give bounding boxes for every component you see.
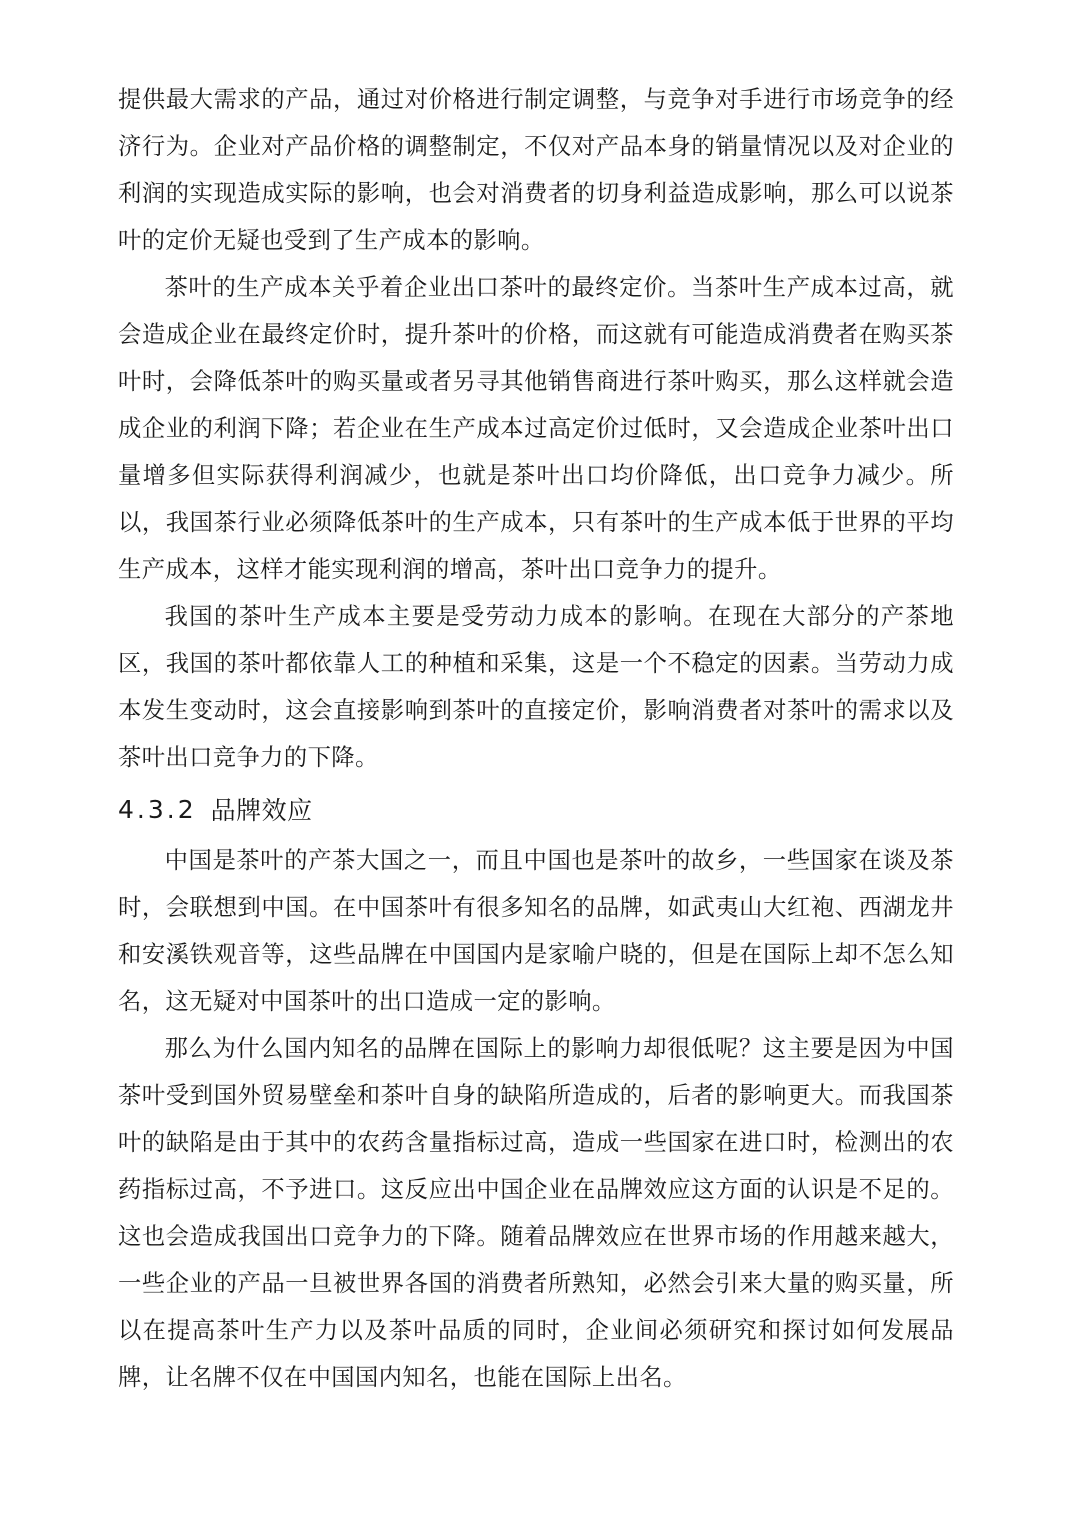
paragraph-labor-cost: 我国的茶叶生产成本主要是受劳动力成本的影响。在现在大部分的产茶地区，我国的茶叶都依靠人工的种植和采集，这是一个不稳定的因素。当劳动力成本发生变动时，这会直接影响到茶叶的直接定价，影响消费者对茶叶的需求以及茶叶出口竞争力的下降。 [118, 603, 954, 771]
section-number: 4.3.2 [118, 794, 197, 824]
section-heading [118, 781, 954, 837]
paragraph-production-cost: 茶叶的生产成本关乎着企业出口茶叶的最终定价。当茶叶生产成本过高，就会造成企业在最终定价时，提升茶叶的价格，而这就有可能造成消费者在购买茶叶时，会降低茶叶的购买量或者另寻其他销售商进行茶叶购买，那么这样就会造成企业的利润下降；若企业在生产成本过高定价过低时，又会造成企业茶叶出口量增多但实际获得利润减少，也就是茶叶出口均价降低，出口竞争力减少。所以，我国茶行业必须降低茶叶的生产成本，只有茶叶的生产成本低于世界的平均生产成本，这样才能实现利润的增高，茶叶出口竞争力的提升。 [118, 274, 954, 583]
section-title: 品牌效应 [210, 796, 313, 825]
paragraph-continuation: 提供最大需求的产品，通过对价格进行制定调整，与竞争对手进行市场竞争的经济行为。企业对产品价格的调整制定，不仅对产品本身的销量情况以及对企业的利润的实现造成实际的影响，也会对消费者的切身利益造成影响，那么可以说茶叶的定价无疑也受到了生产成本的影响。 [118, 86, 954, 254]
document-body [118, 76, 954, 1401]
paragraph-brand-intro: 中国是茶叶的产茶大国之一，而且中国也是茶叶的故乡，一些国家在谈及茶时，会联想到中国。在中国茶叶有很多知名的品牌，如武夷山大红袍、西湖龙井和安溪铁观音等，这些品牌在中国国内是家喻户晓的，但是在国际上却不怎么知名，这无疑对中国茶叶的出口造成一定的影响。 [118, 847, 954, 1015]
paragraph-brand-analysis: 那么为什么国内知名的品牌在国际上的影响力却很低呢？这主要是因为中国茶叶受到国外贸易壁垒和茶叶自身的缺陷所造成的，后者的影响更大。而我国茶叶的缺陷是由于其中的农药含量指标过高，造成一些国家在进口时，检测出的农药指标过高，不予进口。这反应出中国企业在品牌效应这方面的认识是不足的。这也会造成我国出口竞争力的下降。随着品牌效应在世界市场的作用越来越大，一些企业的产品一旦被世界各国的消费者所熟知，必然会引来大量的购买量，所以在提高茶叶生产力以及茶叶品质的同时，企业间必须研究和探讨如何发展品牌，让名牌不仅在中国国内知名，也能在国际上出名。 [118, 1035, 954, 1391]
